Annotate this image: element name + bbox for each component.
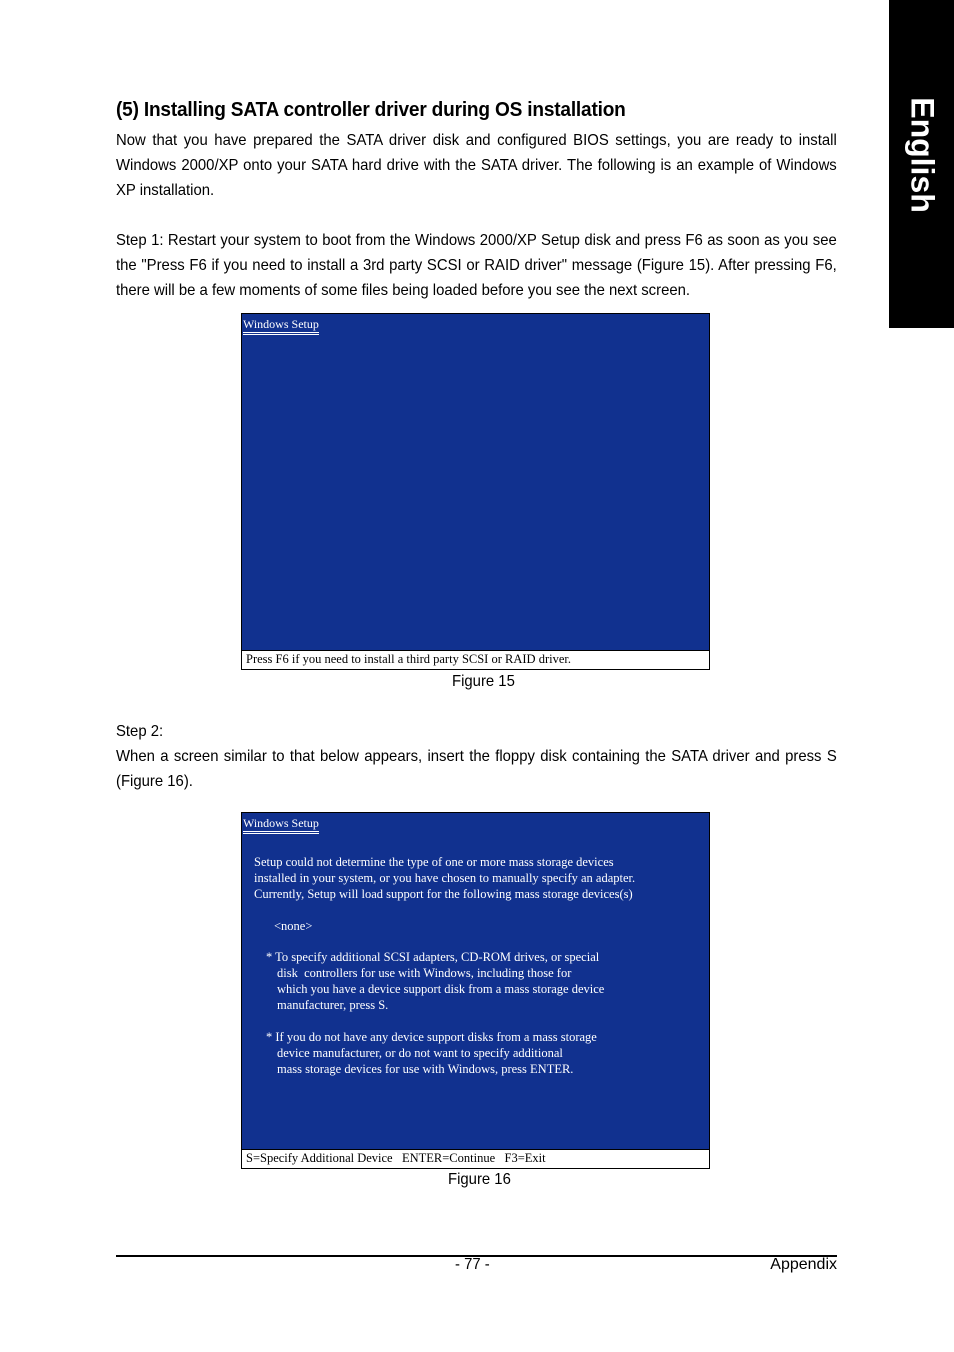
figure16-message-line3: Currently, Setup will load support for the following mass storage devices(s) xyxy=(254,887,633,901)
figure16-bullet2-line3: mass storage devices for use with Windows, press ENTER. xyxy=(277,1062,574,1076)
intro-paragraph: Now that you have prepared the SATA driver disk and configured BIOS settings, you are ready to install Windows 2000/XP onto your SATA hard drive with the SATA driver. The following is an example of Windows XP installation. xyxy=(116,132,837,199)
footer-section-name: Appendix xyxy=(770,1256,837,1273)
figure15-window-title: Windows Setup xyxy=(243,317,319,335)
figure15-caption: Figure 15 xyxy=(452,673,515,690)
figure16-bullet1-line2: disk controllers for use with Windows, including those for xyxy=(277,966,572,980)
step2-label-wrap xyxy=(116,719,837,744)
step2-paragraph-wrap xyxy=(116,744,837,794)
intro-paragraph-wrap xyxy=(116,128,837,203)
page-number: - 77 - xyxy=(455,1256,490,1273)
figure16-caption: Figure 16 xyxy=(448,1171,511,1188)
figure16-window-title: Windows Setup xyxy=(243,816,319,834)
figure16-bullet2-line1: * If you do not have any device support disks from a mass storage xyxy=(266,1030,597,1044)
figure16-bullet1-line4: manufacturer, press S. xyxy=(277,998,389,1012)
figure15-setup-screen xyxy=(241,313,710,670)
language-tab xyxy=(889,0,954,328)
figure16-bullet2-line2: device manufacturer, or do not want to specify additional xyxy=(277,1046,563,1060)
step1-paragraph: Step 1: Restart your system to boot from the Windows 2000/XP Setup disk and press F6 as soon as you see the "Press F6 if you need to install a 3rd party SCSI or RAID driver" message (Figure 15). After pressing F6, there will be a few moments of some files being loaded before you see the next screen. xyxy=(116,232,837,299)
figure16-status-bar: S=Specify Additional Device ENTER=Continue F3=Exit xyxy=(242,1149,709,1168)
figure16-device-none: <none> xyxy=(274,919,313,933)
figure16-bullet1-line1: * To specify additional SCSI adapters, CD-ROM drives, or special xyxy=(266,950,600,964)
figure16-message-line2: installed in your system, or you have chosen to manually specify an adapter. xyxy=(254,871,636,885)
figure16-bullet1-line3: which you have a device support disk from a mass storage device xyxy=(277,982,605,996)
step1-paragraph-wrap xyxy=(116,228,837,303)
section-title: (5) Installing SATA controller driver during OS installation xyxy=(116,98,626,121)
language-tab-label: English xyxy=(904,97,940,213)
figure16-setup-screen xyxy=(241,812,710,1169)
step2-label: Step 2: xyxy=(116,723,164,740)
step2-paragraph: When a screen similar to that below appears, insert the floppy disk containing the SATA driver and press S (Figure 16). xyxy=(116,748,837,790)
figure16-message-line1: Setup could not determine the type of one or more mass storage devices xyxy=(254,855,614,869)
figure15-status-bar: Press F6 if you need to install a third party SCSI or RAID driver. xyxy=(242,650,709,669)
